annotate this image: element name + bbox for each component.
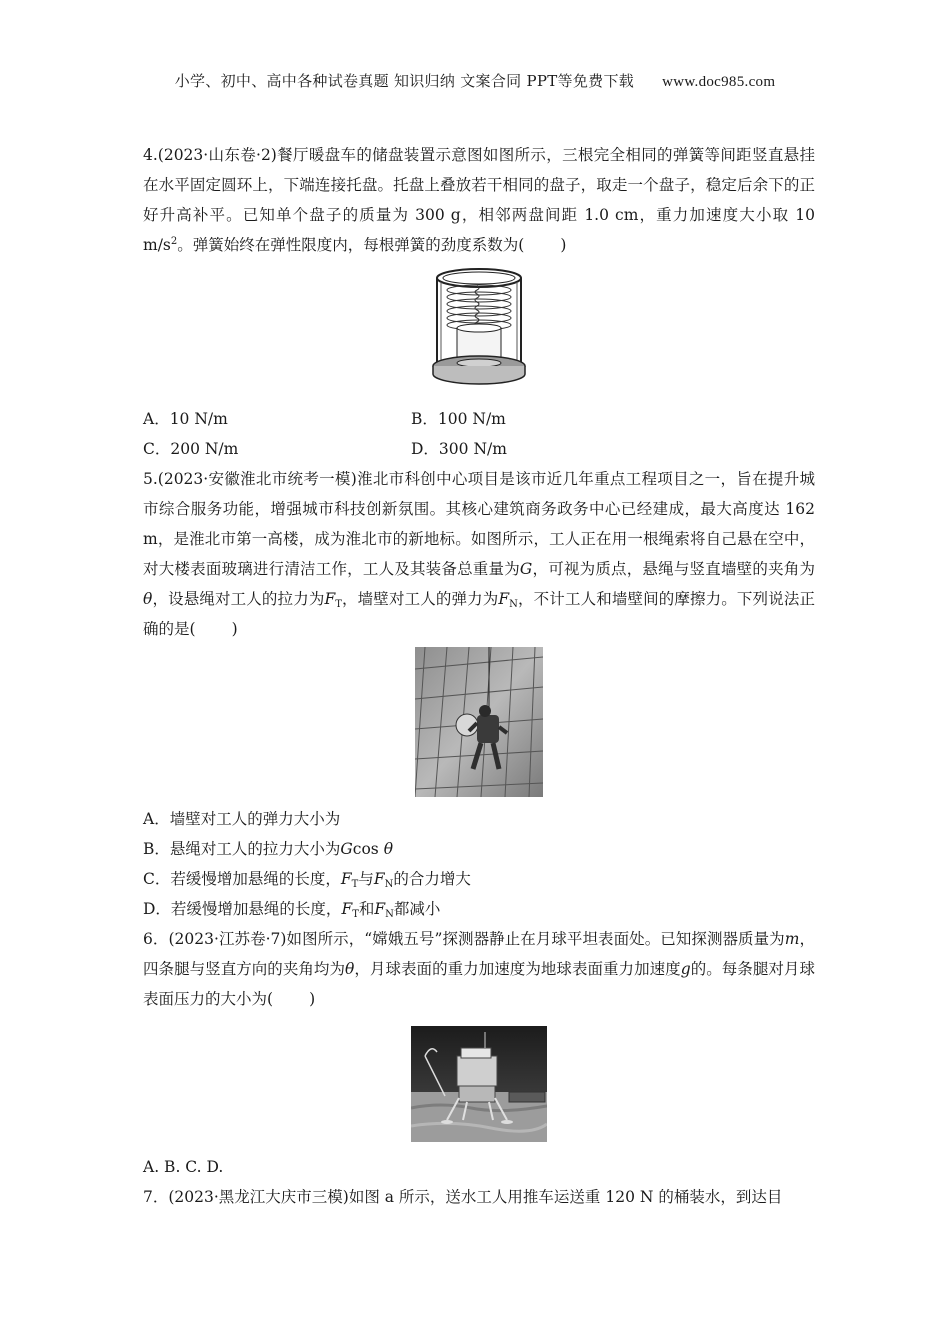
q4-close: )	[560, 236, 567, 254]
q4-option-b[interactable]: B．100 N/m	[411, 410, 506, 428]
q5-sub-n: N	[509, 599, 518, 610]
q4-options-row-2	[143, 434, 815, 464]
header-text: 小学、初中、高中各种试卷真题 知识归纳 文案合同 PPT等免费下载	[174, 72, 635, 90]
q4-options-row-1	[143, 404, 815, 434]
q5-sub-n: N	[385, 909, 394, 920]
q4-figure	[143, 266, 815, 398]
q5-figure	[143, 647, 815, 799]
q5-option-d-mid: 和	[358, 900, 375, 918]
q4-option-c[interactable]: C．200 N/m	[143, 440, 239, 458]
q5-option-d-text: D．若缓慢增加悬绳的长度，	[143, 900, 342, 918]
q5-var-f: F	[324, 590, 336, 608]
q5-var-f: F	[373, 870, 385, 888]
question-7	[143, 1182, 815, 1212]
q5-var-g: G	[340, 840, 353, 858]
q5-close: )	[231, 620, 238, 638]
q5-option-a-text: A．墙壁对工人的弹力大小为	[143, 810, 341, 828]
question-4	[143, 140, 815, 464]
q6-var-g: g	[680, 960, 691, 978]
q5-option-b-cos: cos	[352, 840, 379, 858]
q4-option-d[interactable]: D．300 N/m	[411, 440, 507, 458]
lunar-lander-photo	[411, 1026, 547, 1142]
q4-text-1: 4.(2023·山东卷·2)餐厅暖盘车的储盘装置示意图如图所示，三根完全相同的弹簧等间距竖直悬挂在水平固定圆环上，下端连接托盘。托盘上叠放若干相同的盘子，取走一个盘子，稳定后余下的正好升高补平。已知单个盘子的质量为 300 g，相邻两盘间距 1.0 cm，重力加速度大小取 10 m/s	[143, 146, 815, 254]
q5-text-2: ，可视为质点，悬绳与竖直墙壁的夹角为	[532, 560, 815, 578]
plate-warmer-diagram	[427, 266, 531, 396]
q5-option-c-mid: 与	[358, 870, 374, 888]
q5-var-theta: θ	[143, 590, 153, 608]
q5-var-f: F	[341, 900, 353, 918]
content	[143, 140, 815, 1212]
q5-sub-n: N	[384, 879, 394, 890]
question-5	[143, 464, 815, 924]
q5-sub-t: T	[352, 909, 359, 920]
q6-options[interactable]: A. B. C. D.	[143, 1158, 224, 1176]
q5-var-f: F	[498, 590, 510, 608]
q4-text-2: 。弹簧始终在弹性限度内，每根弹簧的劲度系数为(	[177, 236, 525, 254]
q5-option-c-text: C．若缓慢增加悬绳的长度，	[143, 870, 341, 888]
q5-var-f: F	[374, 900, 386, 918]
q6-var-theta: θ	[345, 960, 355, 978]
q5-option-c-post: 的合力增大	[393, 870, 471, 888]
q6-var-m: m	[784, 930, 800, 948]
question-6	[143, 924, 815, 1182]
q5-option-c[interactable]	[143, 864, 815, 894]
q5-var-g: G	[519, 560, 533, 578]
q5-sub-t: T	[351, 879, 359, 890]
q6-figure	[143, 1026, 815, 1144]
q6-text-2: ，四条腿与竖直方向的夹角均为	[143, 930, 815, 978]
q6-stem	[143, 924, 815, 1014]
q5-text-1: 5.(2023·安徽淮北市统考一模)淮北市科创中心项目是该市近几年重点工程项目之一，旨在提升城市综合服务功能，增强城市科技创新氛围。其核心建筑商务政务中心已经建成，最大高度达 162 m，是淮北市第一高楼，成为淮北市的新地标。如图所示，工人正在用一根绳索将自己悬在空中，对大楼表面玻璃进行清洁工作，工人及其装备总重量为	[143, 470, 815, 578]
q4-sup: 2	[170, 235, 178, 247]
q5-text-4: ，墙壁对工人的弹力为	[341, 590, 499, 608]
q6-text-1: 6．(2023·江苏卷·7)如图所示，“嫦娥五号”探测器静止在月球平坦表面处。已知探测器质量为	[143, 930, 785, 948]
q4-option-a[interactable]: A．10 N/m	[143, 410, 228, 428]
q5-option-a[interactable]	[143, 804, 815, 834]
q5-option-d-post: 都减小	[393, 900, 441, 918]
q5-option-b-text: B．悬绳对工人的拉力大小为	[143, 840, 341, 858]
header-site[interactable]: www.doc985.com	[662, 74, 776, 90]
q5-sub-t: T	[335, 599, 342, 610]
q5-option-b[interactable]	[143, 834, 815, 864]
q6-close: )	[309, 990, 316, 1008]
q7-stem: 7．(2023·黑龙江大庆市三模)如图 a 所示，送水工人用推车运送重 120 N 的桶装水，到达目	[143, 1188, 783, 1206]
q4-stem	[143, 140, 815, 260]
q5-var-theta: θ	[383, 840, 394, 858]
window-cleaner-photo	[415, 647, 543, 797]
page-header	[0, 70, 950, 91]
q5-var-f: F	[340, 870, 352, 888]
q5-text-3: ，设悬绳对工人的拉力为	[152, 590, 325, 608]
q6-text-3: ，月球表面的重力加速度为地球表面重力加速度	[354, 960, 681, 978]
q5-text-5: ，不计工人和墙壁间的摩擦力。下列说法正确的是(	[143, 590, 815, 638]
q5-stem	[143, 464, 815, 644]
q6-text-4: 的。每条腿对月球表面压力的大小为(	[143, 960, 815, 1008]
q5-option-d[interactable]	[143, 894, 815, 924]
